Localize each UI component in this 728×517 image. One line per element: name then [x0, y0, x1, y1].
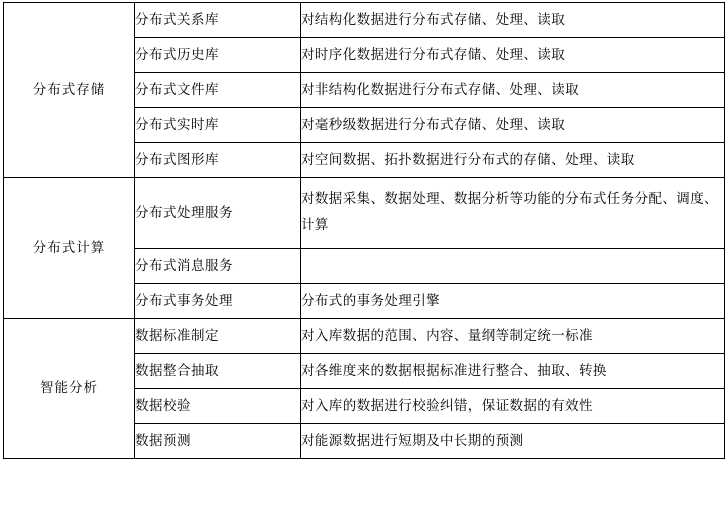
table-row: [4, 178, 725, 249]
description-cell: 对入库的数据进行校验纠错，保证数据的有效性: [301, 389, 725, 424]
item-cell: 数据预测: [135, 424, 301, 459]
item-cell: 数据标准制定: [135, 319, 301, 354]
category-cell: 智能分析: [4, 319, 135, 459]
item-cell: 数据整合抽取: [135, 354, 301, 389]
description-cell: 对毫秒级数据进行分布式存储、处理、读取: [301, 108, 725, 143]
description-text: 对数据采集、数据处理、数据分析等功能的分布式任务分配、调度、计算: [301, 191, 718, 233]
description-cell: 对时序化数据进行分布式存储、处理、读取: [301, 38, 725, 73]
item-cell: 分布式处理服务: [135, 178, 301, 249]
table-body: [4, 3, 725, 459]
table-row: [4, 319, 725, 354]
description-cell: [301, 178, 725, 249]
description-cell: 对入库数据的范围、内容、量纲等制定统一标准: [301, 319, 725, 354]
description-cell: 对空间数据、拓扑数据进行分布式的存储、处理、读取: [301, 143, 725, 178]
category-cell: 分布式计算: [4, 178, 135, 319]
table-row: [4, 3, 725, 38]
capability-table: [3, 2, 725, 459]
item-cell: 数据校验: [135, 389, 301, 424]
description-cell: 对非结构化数据进行分布式存储、处理、读取: [301, 73, 725, 108]
item-cell: 分布式关系库: [135, 3, 301, 38]
description-cell: [301, 249, 725, 284]
category-cell: 分布式存储: [4, 3, 135, 178]
document-page: [0, 2, 728, 517]
description-cell: 对能源数据进行短期及中长期的预测: [301, 424, 725, 459]
item-cell: 分布式事务处理: [135, 284, 301, 319]
description-cell: 对结构化数据进行分布式存储、处理、读取: [301, 3, 725, 38]
item-cell: 分布式消息服务: [135, 249, 301, 284]
description-cell: 对各维度来的数据根据标准进行整合、抽取、转换: [301, 354, 725, 389]
item-cell: 分布式实时库: [135, 108, 301, 143]
item-cell: 分布式图形库: [135, 143, 301, 178]
item-cell: 分布式历史库: [135, 38, 301, 73]
description-cell: 分布式的事务处理引擎: [301, 284, 725, 319]
item-cell: 分布式文件库: [135, 73, 301, 108]
